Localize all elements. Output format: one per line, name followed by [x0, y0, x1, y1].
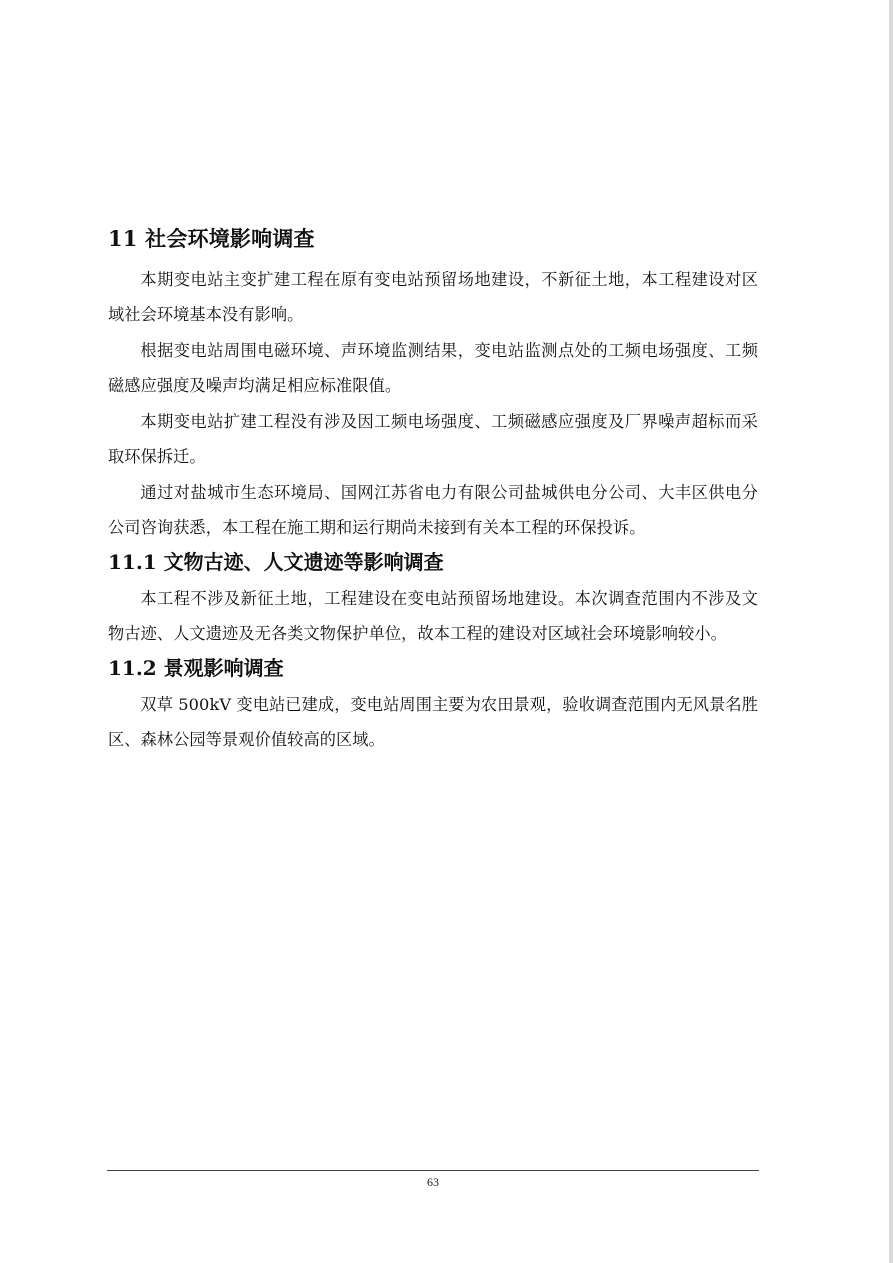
subsection-heading-landscape: 11.2 景观影响调查 — [108, 656, 284, 680]
section-paragraph-3: 本期变电站扩建工程没有涉及因工频电场强度、工频磁感应强度及厂界噪声超标而采取环保拆迁。 — [108, 412, 758, 466]
page-edge-shadow — [889, 0, 893, 1263]
footer-divider — [107, 1170, 759, 1171]
subsection-heading-cultural-relics: 11.1 文物古迹、人文遗迹等影响调查 — [108, 550, 444, 574]
section-paragraph-2: 根据变电站周围电磁环境、声环境监测结果，变电站监测点处的工频电场强度、工频磁感应强度及噪声均满足相应标准限值。 — [108, 341, 758, 395]
subsection-1-paragraph-1: 本工程不涉及新征土地，工程建设在变电站预留场地建设。本次调查范围内不涉及文物古迹、人文遗迹及无各类文物保护单位，故本工程的建设对区域社会环境影响较小。 — [108, 589, 758, 643]
section-paragraph-1: 本期变电站主变扩建工程在原有变电站预留场地建设，不新征土地，本工程建设对区域社会环境基本没有影响。 — [108, 270, 758, 324]
section-heading: 11 社会环境影响调查 — [108, 226, 315, 251]
section-paragraph-4: 通过对盐城市生态环境局、国网江苏省电力有限公司盐城供电分公司、大丰区供电分公司咨询获悉，本工程在施工期和运行期尚未接到有关本工程的环保投诉。 — [108, 483, 758, 537]
subsection-2-paragraph-1: 双草 500kV 变电站已建成，变电站周围主要为农田景观，验收调查范围内无风景名胜区、森林公园等景观价值较高的区域。 — [108, 695, 758, 749]
page-body — [108, 224, 758, 758]
page-number: 63 — [427, 1175, 439, 1189]
